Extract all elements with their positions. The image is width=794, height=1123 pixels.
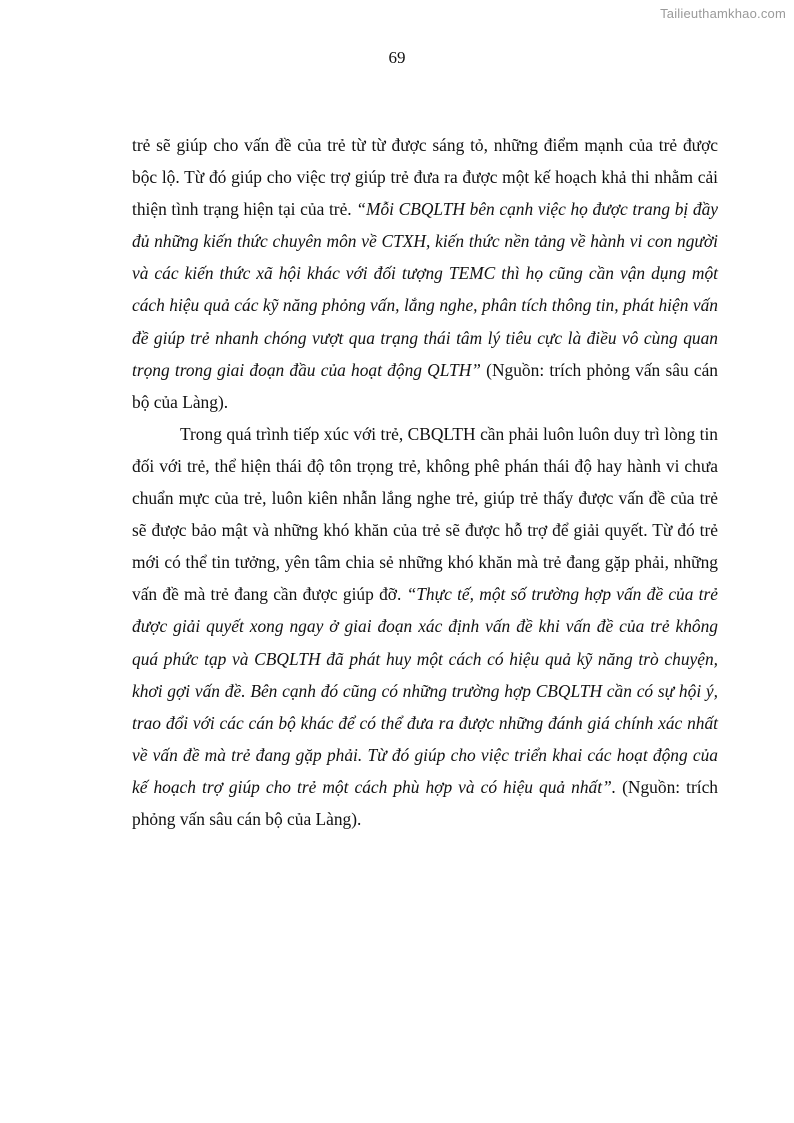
page-number: 69: [388, 48, 406, 67]
watermark: Tailieuthamkhao.com: [660, 6, 786, 21]
document-body: [132, 129, 718, 835]
paragraph: [132, 129, 718, 418]
quote-italic: “Mỗi CBQLTH bên cạnh việc họ được trang bị đầy đủ những kiến thức chuyên môn về CTXH, kiến thức nền tảng về hành vi con người và các kiến thức xã hội khác với đối tượng TEMC thì họ cũng cần vận dụng một cách hiệu quả các kỹ năng phỏng vấn, lắng nghe, phân tích thông tin, phát hiện vấn đề giúp trẻ nhanh chóng vượt qua trạng thái tâm lý tiêu cực là điều vô cùng quan trọng trong giai đoạn đầu của hoạt động QLTH”: [132, 199, 719, 380]
text-run: trẻ sẽ giúp cho vấn đề của trẻ từ từ được sáng tỏ, những điểm mạnh của trẻ được bộc lộ. Từ đó giúp cho việc trợ giúp trẻ đưa ra được một kế hoạch khả thi nhằm cải thiện tình trạng hiện tại của trẻ.: [132, 135, 718, 220]
paragraph: [132, 418, 718, 835]
text-run: Trong quá trình tiếp xúc với trẻ, CBQLTH cần phải luôn luôn duy trì lòng tin đối với trẻ, thể hiện thái độ tôn trọng trẻ, không phê phán thái độ hay hành vi chưa chuẩn mực của trẻ, luôn kiên nhẫn lắng nghe trẻ, giúp trẻ thấy được vấn đề của trẻ sẽ được bảo mật và những khó khăn của trẻ sẽ được hỗ trợ để giải quyết. Từ đó trẻ mới có thể tin tưởng, yên tâm chia sẻ những khó khăn mà trẻ đang gặp phải, những vấn đề mà trẻ đang cần được giúp đỡ.: [132, 423, 718, 605]
quote-italic: “Thực tế, một số trường hợp vấn đề của trẻ được giải quyết xong ngay ở giai đoạn xác định vấn đề khi vấn đề của trẻ không quá phức tạp và CBQLTH đã phát huy một cách có hiệu quả kỹ năng trò chuyện, khơi gợi vấn đề. Bên cạnh đó cũng có những trường hợp CBQLTH cần có sự hội ý, trao đổi với các cán bộ khác để có thể đưa ra được những đánh giá chính xác nhất về vấn đề mà trẻ đang gặp phải. Từ đó giúp cho việc triển khai các hoạt động của kế hoạch trợ giúp cho trẻ một cách phù hợp và có hiệu quả nhất”.: [132, 584, 719, 797]
source-citation: (Nguồn: trích phỏng vấn sâu cán bộ của Làng).: [132, 776, 718, 829]
source-citation: (Nguồn: trích phỏng vấn sâu cán bộ của Làng).: [132, 359, 718, 412]
